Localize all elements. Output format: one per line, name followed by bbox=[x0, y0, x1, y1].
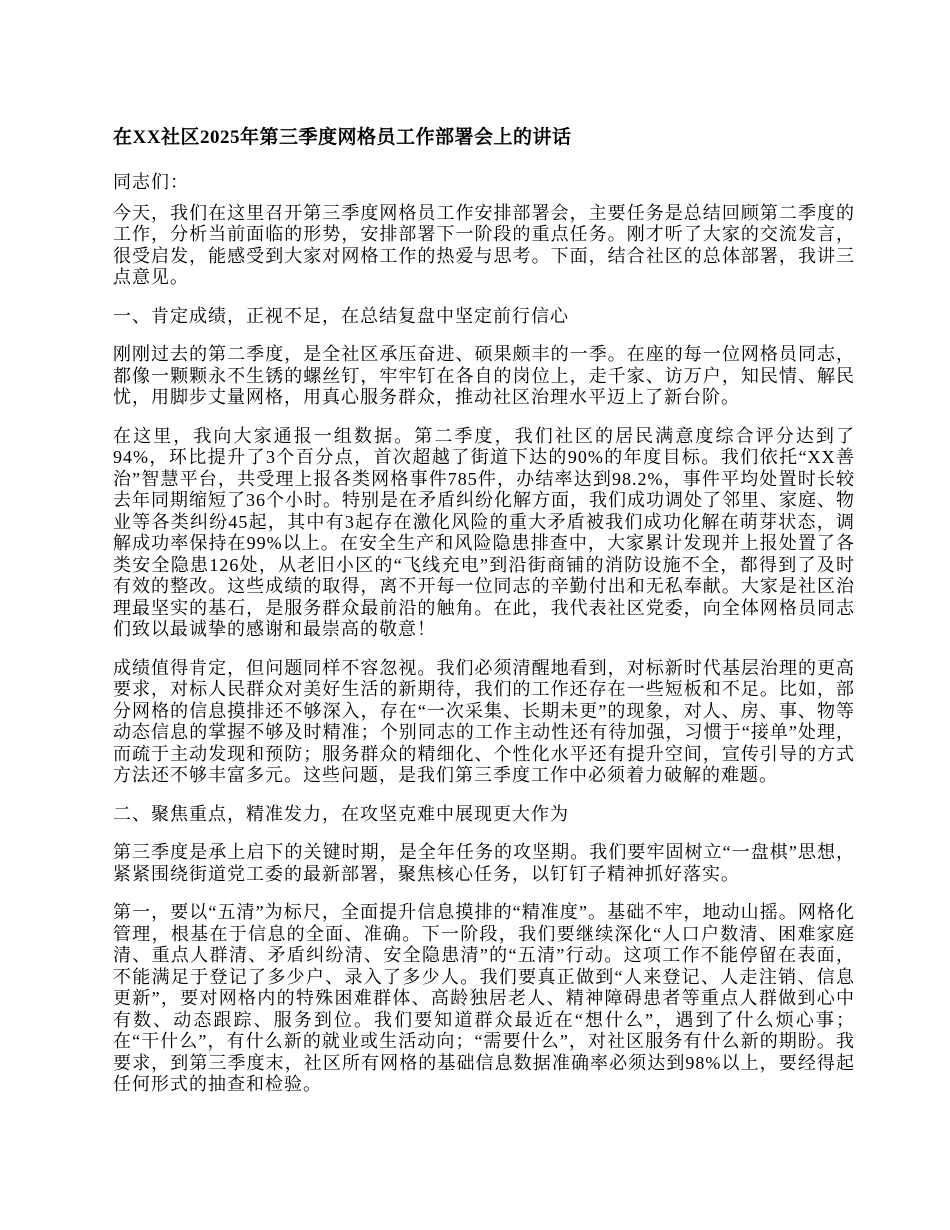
document-body bbox=[113, 172, 855, 1096]
paragraph: 刚刚过去的第二季度，是全社区承压奋进、硕果颇丰的一季。在座的每一位网格员同志，都像一颗颗永不生锈的螺丝钉，牢牢钉在各自的岗位上，走千家、访万户，知民情、解民忧，用脚步丈量网格，用真心服务群众，推动社区治理水平迈上了新台阶。 bbox=[113, 344, 855, 407]
paragraph: 第一，要以“五清”为标尺，全面提升信息摸排的“精准度”。基础不牢，地动山摇。网格化管理，根基在于信息的全面、准确。下一阶段，我们要继续深化“人口户数清、困难家庭清、重点人群清、矛盾纠纷清、安全隐患清”的“五清”行动。这项工作不能停留在表面，不能满足于登记了多少户、录入了多少人。我们要真正做到“人来登记、人走注销、信息更新”，要对网格内的特殊困难群体、高龄独居老人、精神障碍患者等重点人群做到心中有数、动态跟踪、服务到位。我们要知道群众最近在“想什么”，遇到了什么烦心事；在“干什么”，有什么新的就业或生活动向；“需要什么”，对社区服务有什么新的期盼。我要求，到第三季度末，社区所有网格的基础信息数据准确率必须达到98%以上，要经得起任何形式的抽查和检验。 bbox=[113, 902, 855, 1094]
section-heading: 一、肯定成绩，正视不足，在总结复盘中坚定前行信心 bbox=[113, 305, 569, 326]
document-title: 在XX社区2025年第三季度网格员工作部署会上的讲话 bbox=[113, 127, 572, 148]
paragraph: 在这里，我向大家通报一组数据。第二季度，我们社区的居民满意度综合评分达到了94%，环比提升了3个百分点，首次超越了街道下达的90%的年度目标。我们依托“XX善治”智慧平台，共受理上报各类网格事件785件，办结率达到98.2%，事件平均处置时长较去年同期缩短了36个小时。特别是在矛盾纠纷化解方面，我们成功调处了邻里、家庭、物业等各类纠纷45起，其中有3起存在激化风险的重大矛盾被我们成功化解在萌芽状态，调解成功率保持在99%以上。在安全生产和风险隐患排查中，大家累计发现并上报处置了各类安全隐患126处，从老旧小区的“飞线充电”到沿街商铺的消防设施不全，都得到了及时有效的整改。这些成绩的取得，离不开每一位同志的辛勤付出和无私奉献。大家是社区治理最坚实的基石，是服务群众最前沿的触角。在此，我代表社区党委，向全体网格员同志们致以最诚挚的感谢和最崇高的敬意！ bbox=[113, 425, 855, 639]
section-heading: 二、聚焦重点，精准发力，在攻坚克难中展现更大作为 bbox=[113, 803, 569, 824]
salutation: 同志们： bbox=[113, 172, 189, 192]
paragraph: 成绩值得肯定，但问题同样不容忽视。我们必须清醒地看到，对标新时代基层治理的更高要求，对标人民群众对美好生活的新期待，我们的工作还存在一些短板和不足。比如，部分网格的信息摸排还不够深入，存在“一次采集、长期未更”的现象，对人、房、事、物等动态信息的掌握不够及时精准；个别同志的工作主动性还有待加强，习惯于“接单”处理，而疏于主动发现和预防；服务群众的精细化、个性化水平还有提升空间，宣传引导的方式方法还不够丰富多元。这些问题，是我们第三季度工作中必须着力破解的难题。 bbox=[113, 657, 855, 785]
paragraph: 今天，我们在这里召开第三季度网格员工作安排部署会，主要任务是总结回顾第二季度的工作，分析当前面临的形势，安排部署下一阶段的重点任务。刚才听了大家的交流发言，很受启发，能感受到大家对网格工作的热爱与思考。下面，结合社区的总体部署，我讲三点意见。 bbox=[113, 202, 855, 287]
paragraph: 第三季度是承上启下的关键时期，是全年任务的攻坚期。我们要牢固树立“一盘棋”思想，紧紧围绕街道党工委的最新部署，聚焦核心任务，以钉钉子精神抓好落实。 bbox=[113, 842, 855, 884]
